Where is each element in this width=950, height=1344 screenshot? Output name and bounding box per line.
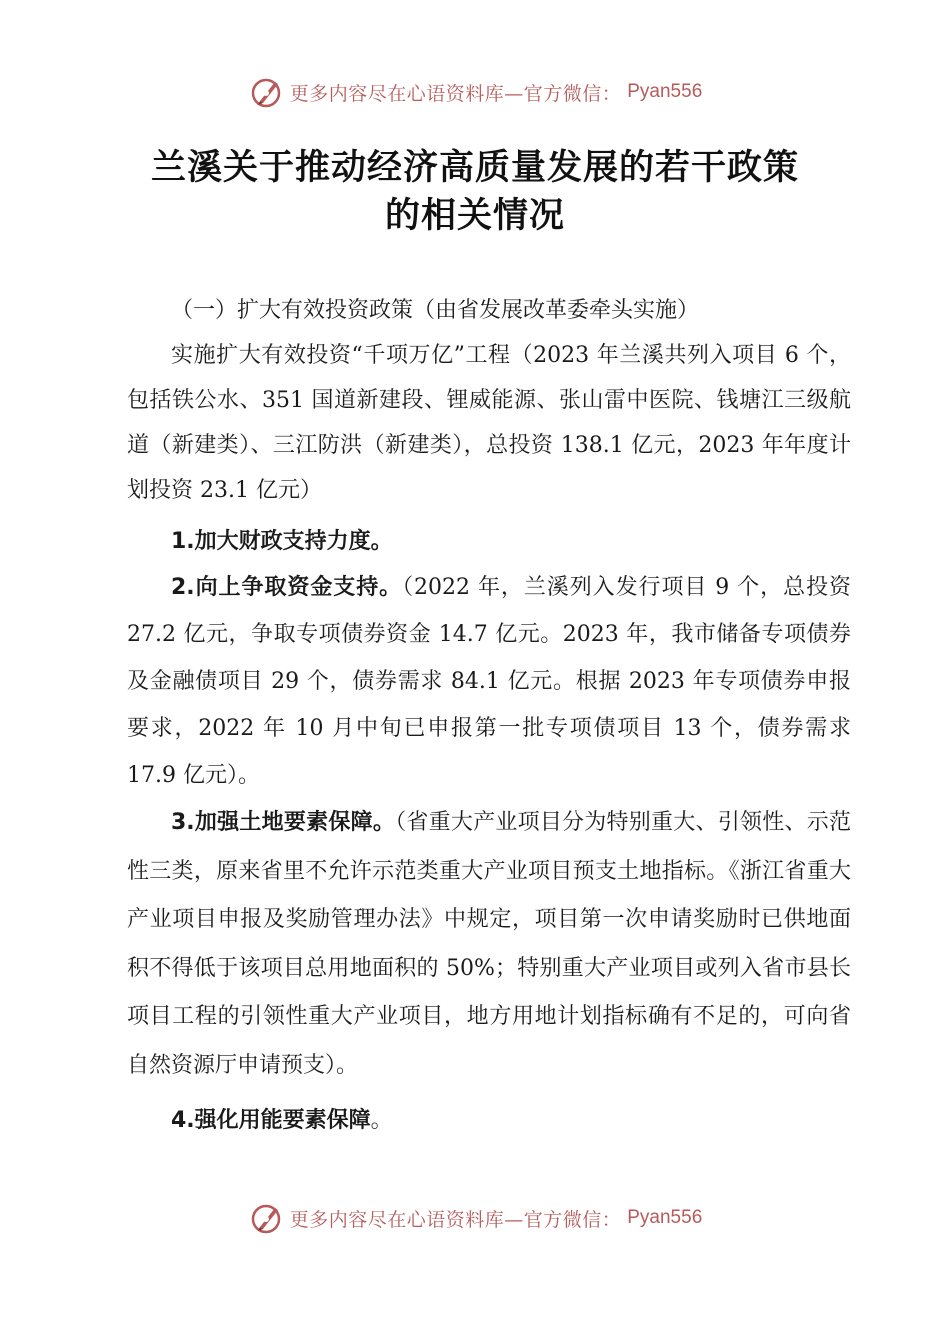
- watermark-banner-bottom: [0, 1198, 950, 1238]
- document-title-line-2: 的相关情况: [384, 195, 565, 236]
- item-1-heading: 1.加大财政支持力度。: [171, 529, 393, 554]
- watermark-text: 更多内容尽在心语资料库—官方微信：: [289, 82, 622, 105]
- watermark-wechat-id: Pyan556: [627, 1207, 703, 1228]
- item-2-text: （2022 年，兰溪列入发行项目 9 个，总投资 27.2 亿元，争取专项债券资金 14.7 亿元。2023 年，我市储备专项债券及金融债项目 29 个，债券需求 84.1 亿元。根据 2023 年专项债券申报要求，2022 年 10 月中旬已申报第一批专项债项目 13 个，债券需求 17.9 亿元）。: [127, 575, 852, 788]
- item-3-paragraph: [127, 799, 851, 1090]
- document-body: [127, 288, 851, 1143]
- pen-circle-logo-icon: [248, 1200, 284, 1236]
- item-1-paragraph: [127, 519, 851, 564]
- watermark-wechat-id: Pyan556: [627, 81, 703, 102]
- watermark-text: 更多内容尽在心语资料库—官方微信：: [289, 1208, 622, 1231]
- item-2-heading: 2.向上争取资金支持。: [171, 575, 403, 600]
- item-4-heading: 4.强化用能要素保障: [171, 1108, 371, 1133]
- pen-circle-logo-icon: [248, 74, 284, 110]
- item-4-paragraph: [127, 1098, 851, 1143]
- watermark-banner-top: [0, 72, 950, 112]
- item-4-tail: 。: [370, 1108, 393, 1133]
- section-heading: （一）扩大有效投资政策（由省发展改革委牵头实施）: [171, 298, 700, 323]
- item-3-text: （省重大产业项目分为特别重大、引领性、示范性三类，原来省里不允许示范类重大产业项目预支土地指标。《浙江省重大产业项目申报及奖励管理办法》中规定，项目第一次申请奖励时已供地面积不得低于该项目总用地面积的 50%；特别重大产业项目或列入省市县长项目工程的引领性重大产业项目，地方用地计划指标确有不足的，可向省 自然资源厅申请预支）。: [127, 810, 851, 1078]
- intro-paragraph: 实施扩大有效投资“千项万亿”工程（2023 年兰溪共列入项目 6 个，包括铁公水、351 国道新建段、锂威能源、张山雷中医院、钱塘江三级航道（新建类）、三江防洪（新建类），总投资 138.1 亿元，2023 年年度计划投资 23.1 亿元）: [127, 343, 851, 503]
- document-title-line-1: 兰溪关于推动经济高质量发展的若干政策: [150, 147, 799, 188]
- item-3-heading: 3.加强土地要素保障。: [171, 810, 396, 835]
- item-2-paragraph: [127, 564, 851, 799]
